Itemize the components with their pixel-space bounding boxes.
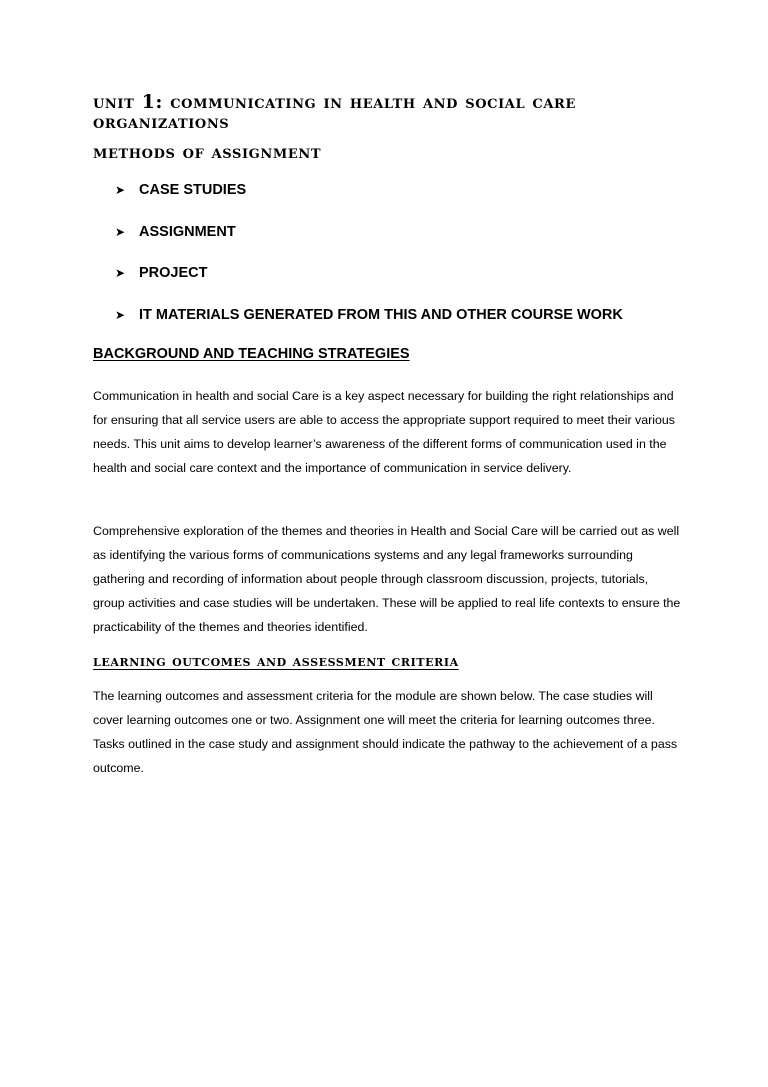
arrowhead-bullet-icon: ➤ xyxy=(115,266,126,280)
list-item xyxy=(115,220,236,244)
method-label: CASE STUDIES xyxy=(139,182,247,198)
background-paragraph-2: Comprehensive exploration of the themes and theories in Health and Social Care will be carried out as well as identifying the various forms of communications systems and any legal frameworks surrounding gathering and recording of information about people through classroom discussion, projects, tutorials, group activities and case studies will be undertaken. These will be applied to real life contexts to ensure the practicability of the themes and theories identified. xyxy=(93,524,681,634)
background-heading: BACKGROUND AND TEACHING STRATEGIES xyxy=(93,346,410,362)
learning-outcomes-paragraph: The learning outcomes and assessment criteria for the module are shown below. The case studies will cover learning outcomes one or two. Assignment one will meet the criteria for learning outcomes three. Tasks outlined in the case study and assignment should indicate the pathway to the achievement of a pass outcome. xyxy=(93,689,678,775)
unit-title: unit 1: communicating in health and social care organizations xyxy=(93,91,576,133)
list-item xyxy=(115,303,623,327)
list-item xyxy=(115,261,208,285)
method-label: IT MATERIALS GENERATED FROM THIS AND OTHER COURSE WORK xyxy=(139,307,623,323)
arrowhead-bullet-icon: ➤ xyxy=(115,183,126,197)
list-item xyxy=(115,178,246,202)
arrowhead-bullet-icon: ➤ xyxy=(115,225,126,239)
arrowhead-bullet-icon: ➤ xyxy=(115,308,126,322)
methods-heading: methods of assignment xyxy=(93,141,322,163)
learning-outcomes-heading: learning outcomes and assessment criteria xyxy=(93,652,459,670)
method-label: PROJECT xyxy=(139,265,208,281)
method-label: ASSIGNMENT xyxy=(139,224,236,240)
background-paragraph-1: Communication in health and social Care is a key aspect necessary for building the right relationships and for ensuring that all service users are able to access the appropriate support required to meet their various needs. This unit aims to develop learner’s awareness of the different forms of communication used in the health and social care context and the importance of communication in service delivery. xyxy=(93,389,675,475)
